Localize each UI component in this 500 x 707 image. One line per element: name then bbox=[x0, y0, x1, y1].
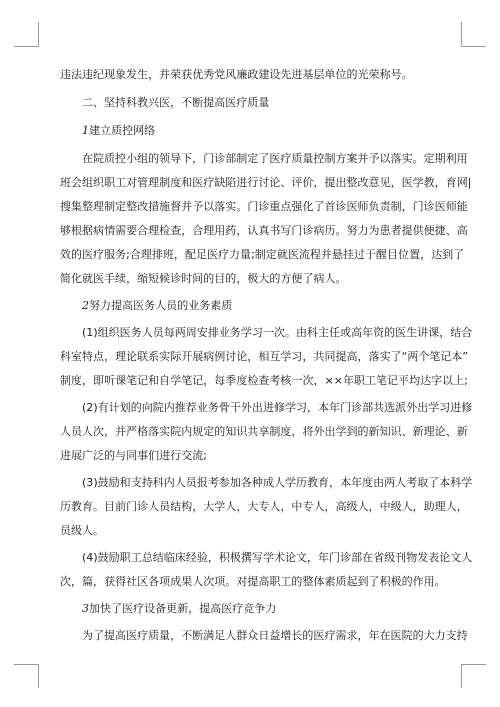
paragraph-line: 违法违纪现象发生，并荣获优秀党风廉政建设先进基层单位的光荣称号。 bbox=[60, 68, 413, 81]
crop-mark-bottom-left-v bbox=[38, 664, 39, 688]
paragraph-line: 简化就医手续，缩短候诊时间的目的，极大的方便了病人。 bbox=[60, 272, 347, 285]
subheading-number: 2 bbox=[82, 299, 90, 312]
paragraph-line: 制度，即听课笔记和自学笔记，每季度检查考核一次，××年职工笔记平均达字以上; bbox=[60, 374, 468, 387]
paragraph-line: (2)有计划的向院内推荐业务骨干外出进修学习，本年门诊部共选派外出学习进修 bbox=[82, 401, 473, 414]
paragraph-line: 科室特点，理论联系实际开展病例讨论，相互学习，共同提高，落实了“两个笔记本” bbox=[60, 350, 469, 363]
crop-mark-top-right-h bbox=[461, 46, 486, 47]
paragraph-line: 进展广泛的与同事们进行交流; bbox=[60, 449, 207, 462]
paragraph-line: 效的医疗服务;合理排班，配足医疗力量;制定就医流程并悬挂过于醒目位置，达到了 bbox=[60, 248, 465, 261]
paragraph-line: (3)鼓励和支持科内人员报考参加各种成人学历教育，本年度由两人考取了本科学 bbox=[82, 476, 473, 489]
paragraph-line: 够根据病情需要合理检查，合理用药，认真书写门诊病历。努力为患者提供便捷、高 bbox=[60, 224, 468, 237]
paragraph-line: 员级人。 bbox=[60, 524, 105, 537]
crop-mark-top-right-v bbox=[461, 22, 462, 46]
subheading-number: 1 bbox=[82, 124, 90, 137]
section-heading: 二、坚持科教兴医，不断提高医疗质量 bbox=[82, 96, 270, 109]
crop-mark-top-left-v bbox=[38, 22, 39, 46]
crop-mark-top-left-h bbox=[14, 46, 39, 47]
paragraph-line: 历教育。目前门诊人员结构，大学人，大专人，中专人，高级人，中级人，助理人， bbox=[60, 500, 468, 513]
crop-mark-bottom-left-h bbox=[14, 664, 39, 665]
paragraph-line: 在院质控小组的领导下，门诊部制定了医疗质量控制方案并予以落实。定期利用 bbox=[82, 152, 468, 165]
paragraph-line: 搜集整理制定整改措施督并予以落实。门诊重点强化了首诊医师负责制，门诊医师能 bbox=[60, 200, 468, 213]
paragraph-line: 人员人次，并严格落实院内规定的知识共享制度，将外出学到的新知识、新理论、新 bbox=[60, 425, 468, 438]
paragraph-line: 班会组织职工对管理制度和医疗缺陷进行讨论、评价，提出整改意见，医学教，育网| bbox=[60, 176, 472, 189]
crop-mark-bottom-right-h bbox=[461, 664, 486, 665]
subheading-1: 1建立质控网络 bbox=[82, 124, 156, 137]
paragraph-line: 为了提高医疗质量，不断满足人群众日益增长的医疗需求，年在医院的大力支持 bbox=[82, 629, 468, 642]
subheading-2: 2努力提高医务人员的业务素质 bbox=[82, 299, 233, 312]
paragraph-line: (4)鼓励职工总结临床经验，积极撰写学术论文，年门诊部在省级刊物发表论文人 bbox=[82, 551, 473, 564]
paragraph-line: 次，篇，获得社区各项成果人次项。对提高职工的整体素质起到了积极的作用。 bbox=[60, 575, 446, 588]
subheading-number: 3 bbox=[82, 602, 90, 615]
paragraph-line: (1)组织医务人员每两周安排业务学习一次。由科主任或高年资的医生讲课，结合 bbox=[82, 326, 473, 339]
crop-mark-bottom-right-v bbox=[461, 664, 462, 688]
subheading-3: 3加快了医疗设备更新，提高医疗竞争力 bbox=[82, 602, 277, 615]
